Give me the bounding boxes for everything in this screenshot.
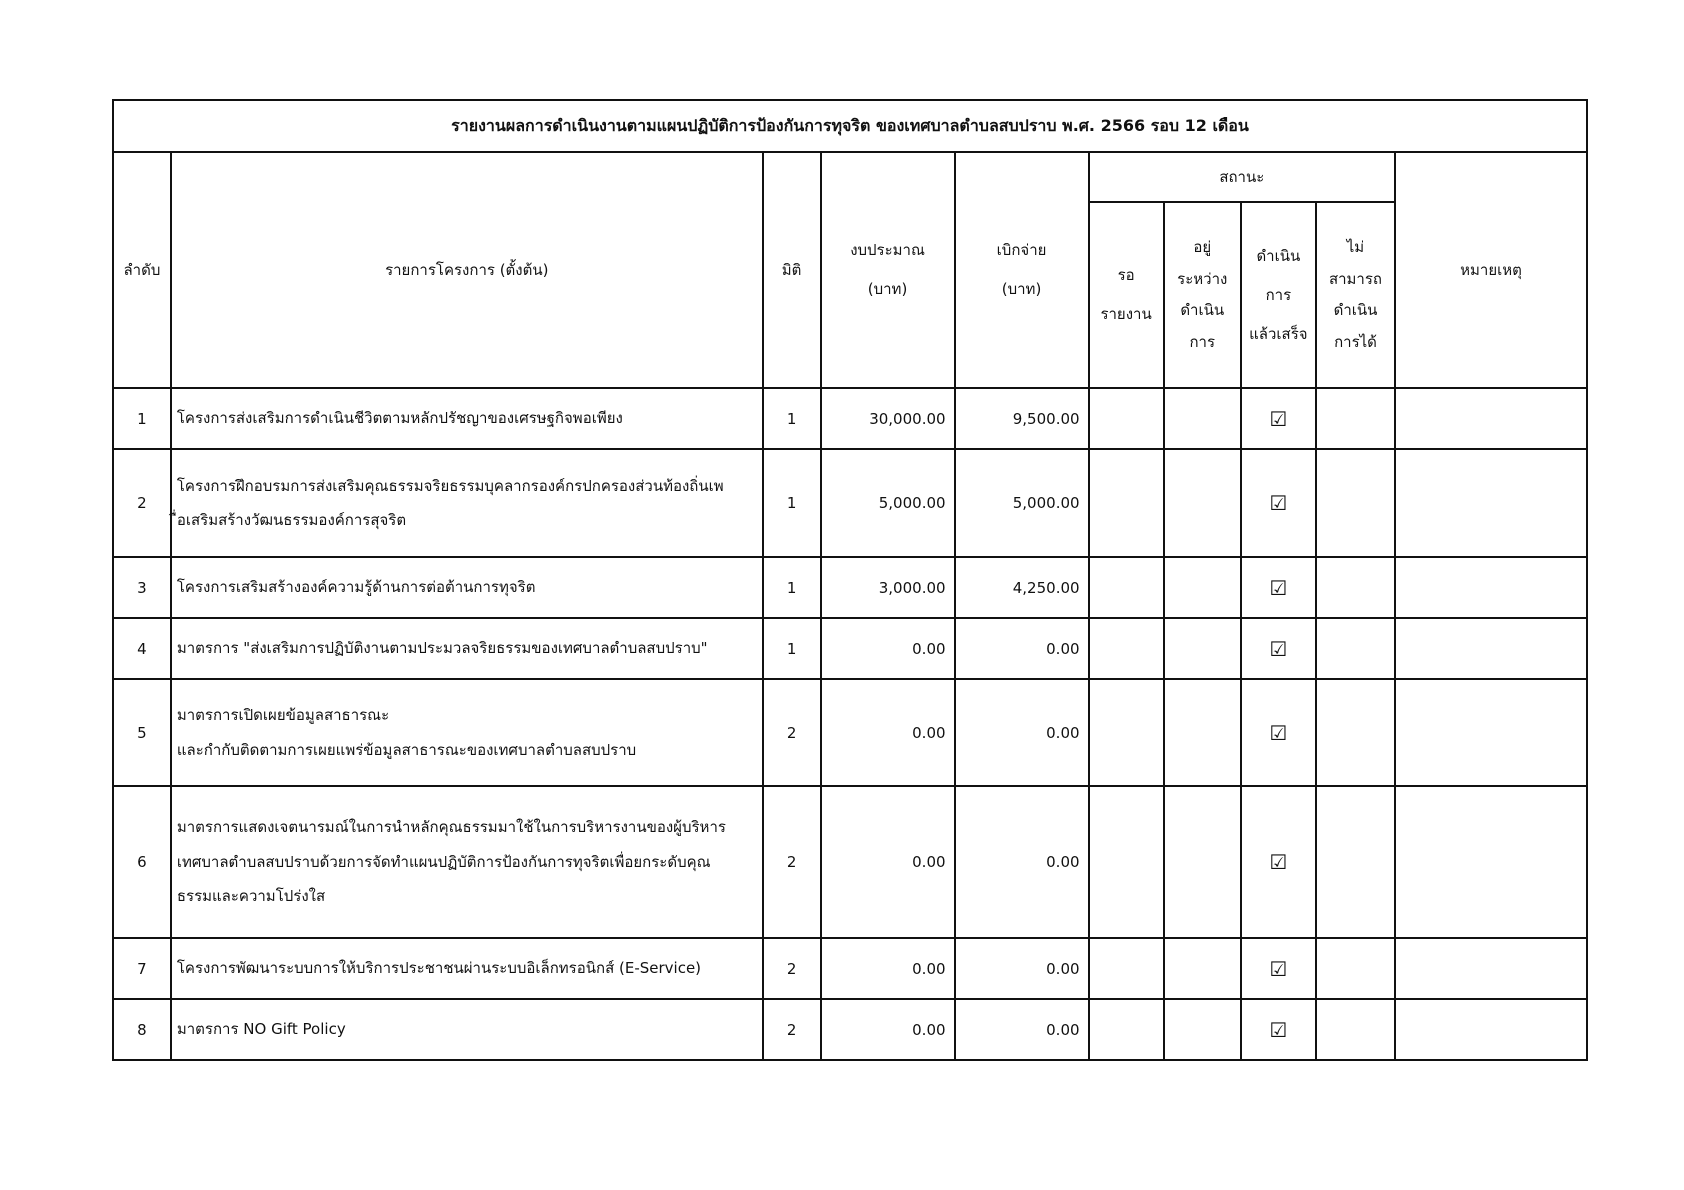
row-remark [1395,999,1587,1060]
table-row [113,938,1587,999]
row-disbursed: 0.00 [955,786,1089,938]
report-sheet [112,99,1588,1061]
row-status-cannot [1316,618,1395,679]
row-budget: 0.00 [821,999,955,1060]
header-disbursed [955,152,1089,388]
header-cannot-line4: การได้ [1334,332,1377,351]
header-done-line2: การ [1265,285,1292,304]
row-status-done [1241,618,1316,679]
table-row [113,388,1587,449]
row-disbursed: 0.00 [955,999,1089,1060]
row-remark [1395,938,1587,999]
row-project-line: โครงการพัฒนาระบบการให้บริการประชาชนผ่านระบบอิเล็กทรอนิกส์ (E-Service) [176,959,702,978]
row-budget: 0.00 [821,618,955,679]
header-cannot-line3: ดำเนิน [1333,301,1378,319]
row-status-cannot [1316,786,1395,938]
row-no: 5 [113,679,171,786]
header-waiting-line2: รายงาน [1100,305,1152,323]
row-project-line: มาตรการ "ส่งเสริมการปฏิบัติงานตามประมวลจริยธรรมของเทศบาลตำบลสบปราบ" [176,639,708,658]
header-cannot-line1: ไม่ [1346,238,1365,256]
row-disbursed: 5,000.00 [955,449,1089,557]
row-dimension: 2 [763,679,821,786]
row-budget: 5,000.00 [821,449,955,557]
checkbox-checked-icon: ☑ [1269,636,1288,661]
row-no: 2 [113,449,171,557]
row-dimension: 1 [763,388,821,449]
row-dimension: 2 [763,999,821,1060]
row-status-inprogress [1164,449,1241,557]
row-project [171,618,763,679]
row-dimension: 2 [763,786,821,938]
row-disbursed: 0.00 [955,618,1089,679]
header-inprogress-line2: ระหว่าง [1177,269,1228,288]
row-status-inprogress [1164,618,1241,679]
row-status-cannot [1316,557,1395,618]
checkbox-checked-icon: ☑ [1269,406,1288,431]
row-project-line: โครงการส่งเสริมการดำเนินชีวิตตามหลักปรัชญาของเศรษฐกิจพอเพียง [176,409,623,428]
row-budget: 0.00 [821,679,955,786]
row-project [171,999,763,1060]
row-project-line: ื่อเสริมสร้างวัฒนธรรมองค์การสุจริต [176,511,407,529]
row-project-line: และกำกับติดตามการเผยแพร่ข้อมูลสาธารณะของเทศบาลตำบลสบปราบ [176,740,637,759]
row-remark [1395,388,1587,449]
row-status-done [1241,938,1316,999]
row-status-cannot [1316,938,1395,999]
row-status-inprogress [1164,557,1241,618]
row-status-inprogress [1164,938,1241,999]
header-no: ลำดับ [113,152,171,388]
row-remark [1395,618,1587,679]
header-budget-line1: งบประมาณ [850,241,925,259]
row-status-waiting [1089,999,1164,1060]
row-project-line: มาตรการ NO Gift Policy [176,1020,346,1039]
header-status: สถานะ [1089,152,1396,202]
header-waiting-line1: รอ [1117,266,1135,284]
row-remark [1395,679,1587,786]
row-project [171,557,763,618]
row-status-waiting [1089,786,1164,938]
row-remark [1395,449,1587,557]
checkbox-checked-icon: ☑ [1269,1017,1288,1042]
header-done [1241,202,1316,388]
row-no: 1 [113,388,171,449]
row-disbursed: 4,250.00 [955,557,1089,618]
header-project: รายการโครงการ (ตั้งต้น) [171,152,763,388]
checkbox-checked-icon: ☑ [1269,491,1288,515]
row-project [171,679,763,786]
header-budget-line2: (บาท) [867,280,908,298]
table-row [113,557,1587,618]
row-disbursed: 0.00 [955,938,1089,999]
row-status-waiting [1089,449,1164,557]
row-project-line: มาตรการแสดงเจตนารมณ์ในการนำหลักคุณธรรมมาใช้ในการบริหารงานของผู้บริหาร [176,818,726,837]
header-inprogress [1164,202,1241,388]
row-status-waiting [1089,679,1164,786]
report-title: รายงานผลการดำเนินงานตามแผนปฏิบัติการป้องกันการทุจริต ของเทศบาลตำบลสบปราบ พ.ศ. 2566 รอบ 12 เดือน [113,100,1587,152]
header-inprogress-line4: การ [1189,332,1215,351]
row-project [171,388,763,449]
row-project-line: เทศบาลตำบลสบปราบด้วยการจัดทำแผนปฏิบัติการป้องกันการทุจริตเพื่อยกระดับคุณ [176,852,711,871]
row-budget: 0.00 [821,938,955,999]
row-status-waiting [1089,618,1164,679]
row-status-inprogress [1164,679,1241,786]
checkbox-checked-icon: ☑ [1269,575,1288,600]
row-project-line: โครงการฝึกอบรมการส่งเสริมคุณธรรมจริยธรรมบุคลากรองค์กรปกครองส่วนท้องถิ่นเพ [176,476,724,495]
row-status-inprogress [1164,999,1241,1060]
row-project [171,449,763,557]
row-disbursed: 0.00 [955,679,1089,786]
row-status-inprogress [1164,786,1241,938]
row-disbursed: 9,500.00 [955,388,1089,449]
row-no: 8 [113,999,171,1060]
row-status-done [1241,557,1316,618]
row-status-done [1241,786,1316,938]
header-cannot-line2: สามารถ [1328,269,1382,288]
table-row [113,786,1587,938]
header-remark: หมายเหตุ [1395,152,1587,388]
report-table [112,99,1588,1061]
table-row [113,618,1587,679]
row-no: 3 [113,557,171,618]
header-inprogress-line3: ดำเนิน [1180,301,1225,319]
header-done-line3: แล้วเสร็จ [1249,324,1308,343]
table-row [113,679,1587,786]
row-project-line: โครงการเสริมสร้างองค์ความรู้ด้านการต่อต้านการทุจริต [176,578,536,597]
row-project [171,938,763,999]
header-dimension: มิติ [763,152,821,388]
row-status-cannot [1316,679,1395,786]
row-budget: 30,000.00 [821,388,955,449]
header-disbursed-line1: เบิกจ่าย [996,241,1047,259]
row-status-cannot [1316,999,1395,1060]
row-no: 4 [113,618,171,679]
row-project-line: มาตรการเปิดเผยข้อมูลสาธารณะ [176,706,390,724]
row-no: 6 [113,786,171,938]
checkbox-checked-icon: ☑ [1269,850,1288,874]
row-no: 7 [113,938,171,999]
row-status-cannot [1316,388,1395,449]
table-row [113,449,1587,557]
header-budget [821,152,955,388]
row-status-done [1241,388,1316,449]
row-remark [1395,786,1587,938]
row-dimension: 1 [763,449,821,557]
row-project-line: ธรรมและความโปร่งใส [176,887,326,906]
row-status-waiting [1089,388,1164,449]
row-budget: 0.00 [821,786,955,938]
header-inprogress-line1: อยู่ [1193,238,1212,256]
row-project [171,786,763,938]
header-waiting [1089,202,1164,388]
header-cannot [1316,202,1395,388]
row-status-inprogress [1164,388,1241,449]
row-status-done [1241,679,1316,786]
row-status-waiting [1089,557,1164,618]
row-remark [1395,557,1587,618]
row-dimension: 1 [763,618,821,679]
row-status-cannot [1316,449,1395,557]
table-row [113,999,1587,1060]
checkbox-checked-icon: ☑ [1269,956,1288,981]
row-dimension: 2 [763,938,821,999]
header-disbursed-line2: (บาท) [1001,280,1042,298]
row-dimension: 1 [763,557,821,618]
checkbox-checked-icon: ☑ [1269,720,1288,745]
header-done-line1: ดำเนิน [1256,246,1301,265]
row-status-done [1241,999,1316,1060]
row-status-done [1241,449,1316,557]
row-budget: 3,000.00 [821,557,955,618]
row-status-waiting [1089,938,1164,999]
